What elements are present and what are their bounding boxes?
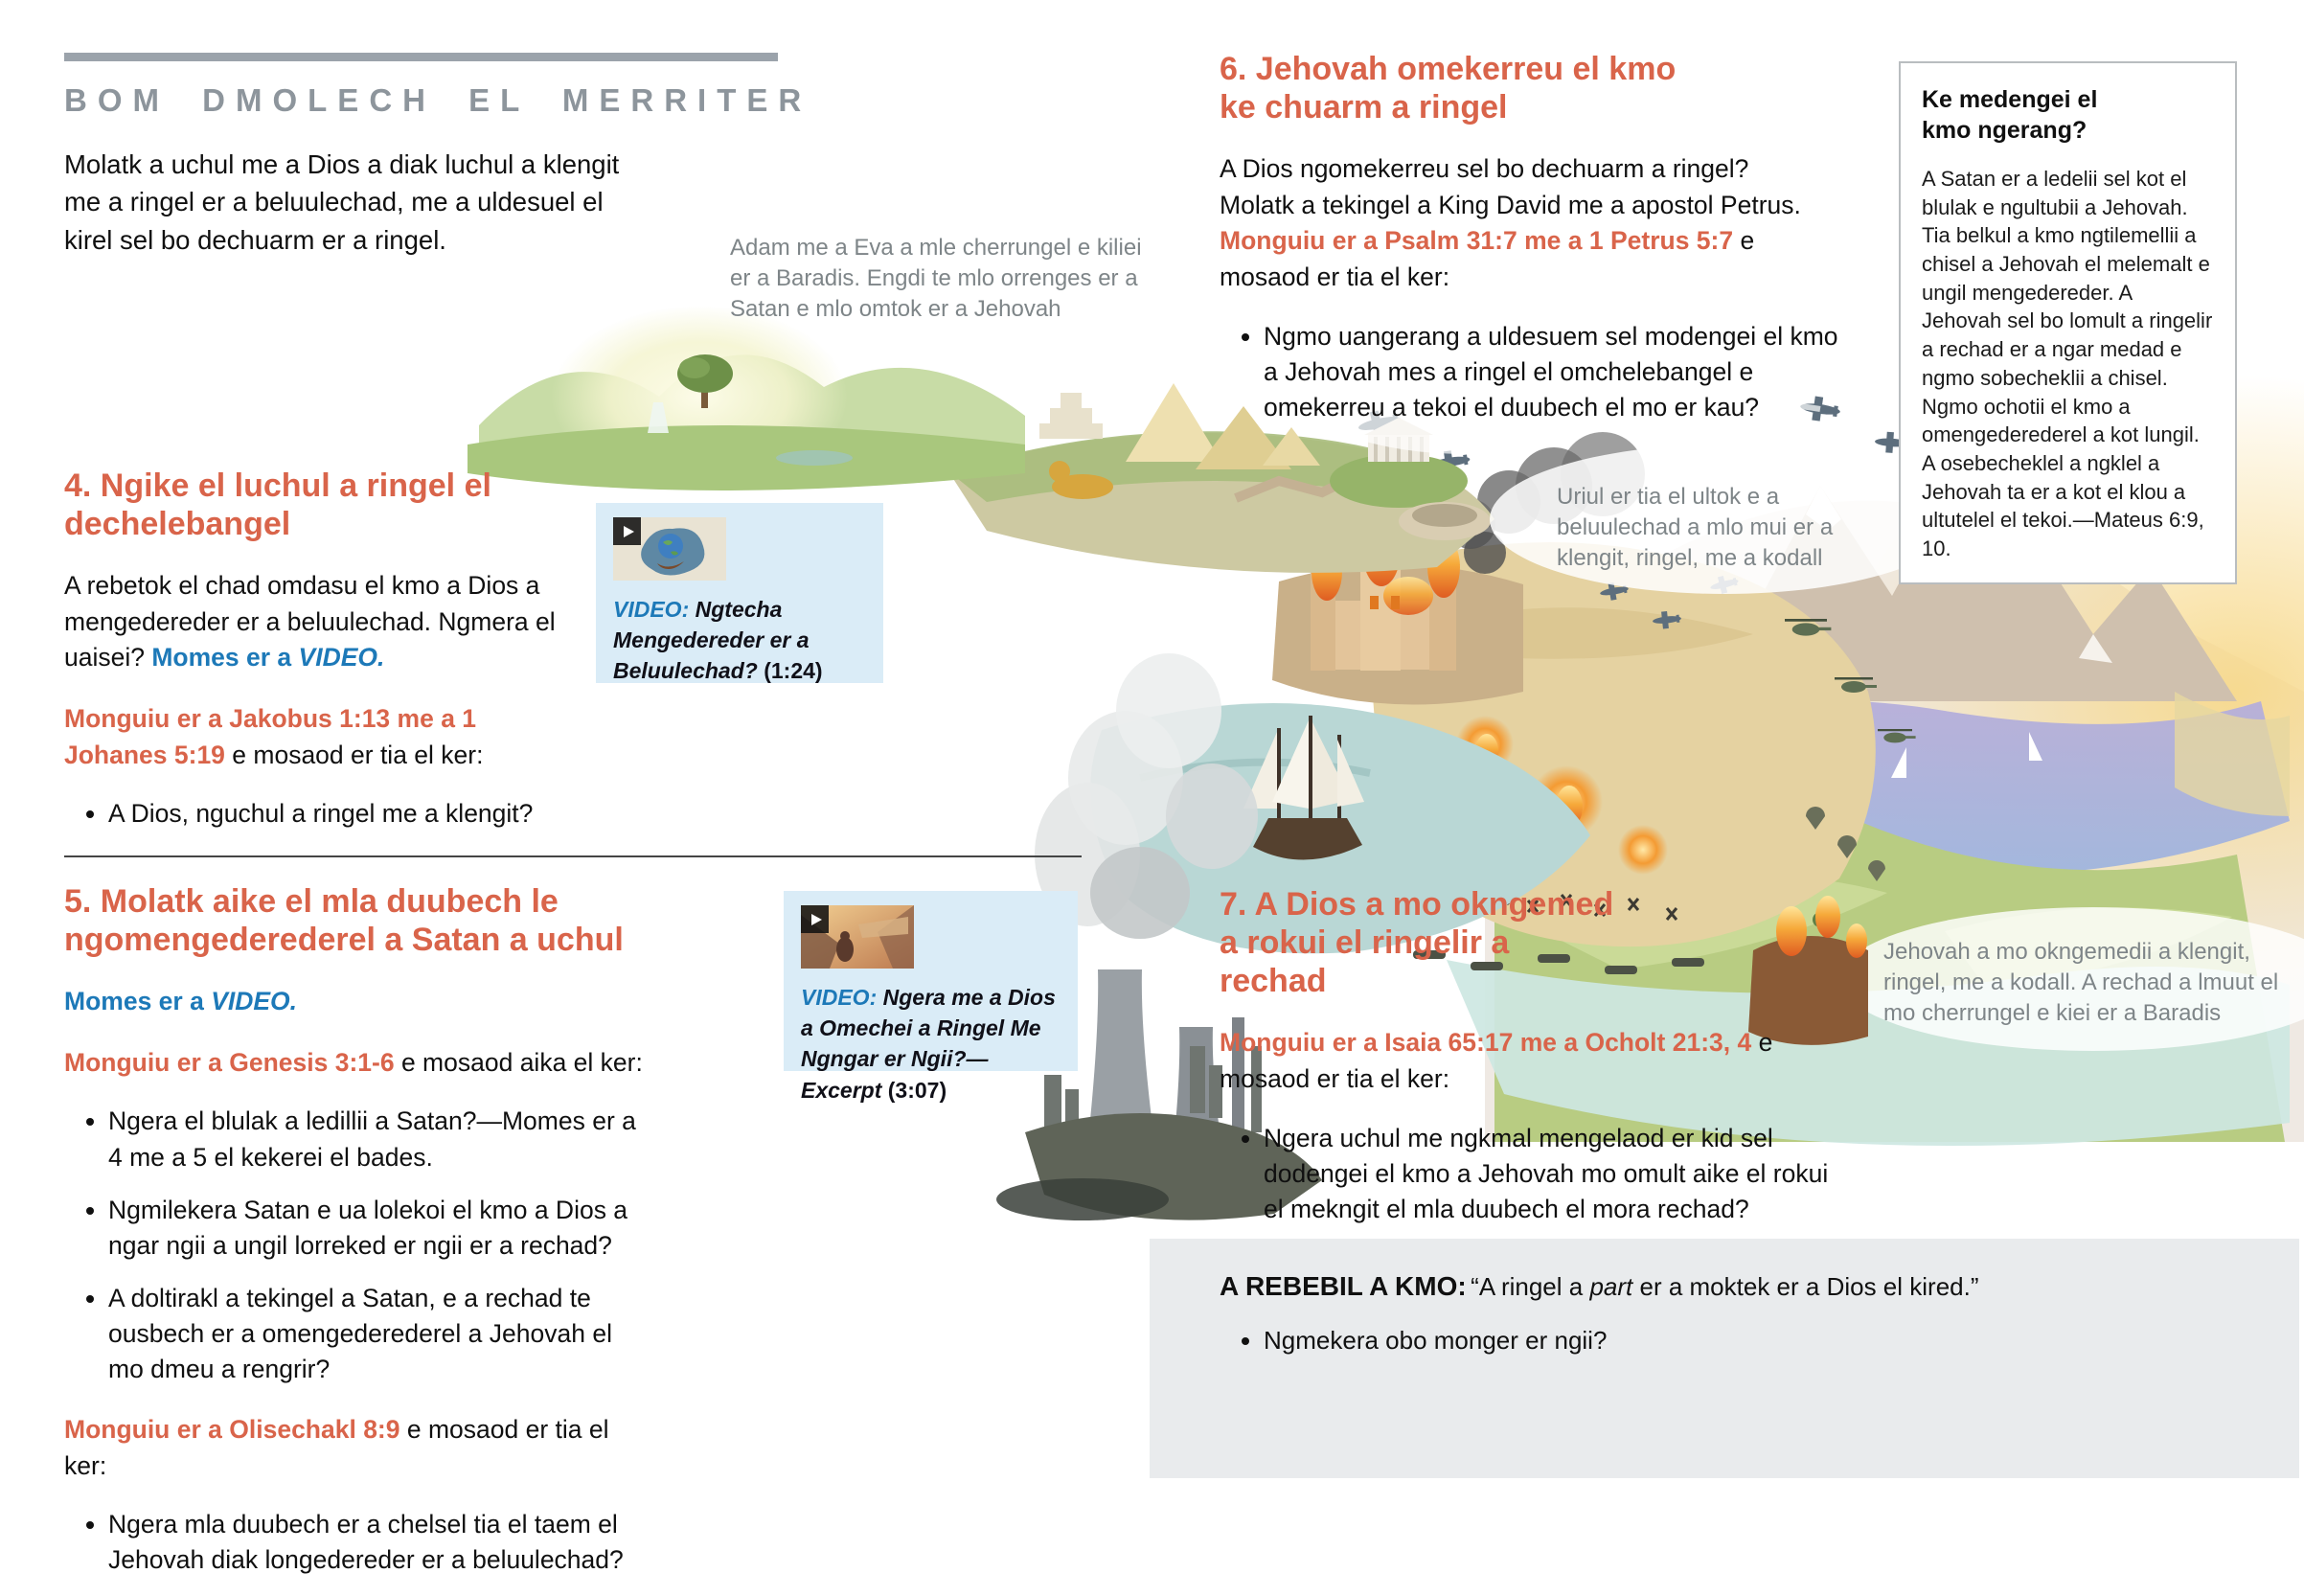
review-label: A REBEBIL A KMO: (1220, 1271, 1467, 1301)
review-box (1150, 1239, 2299, 1478)
caption-after-rebellion: Uriul er tia el ultok e a beluulechad a mlo mui er a klengit, ringel, me a kodall (1557, 484, 1834, 572)
section-5-scripture-line-1 (64, 1045, 649, 1082)
play-icon[interactable] (801, 905, 829, 933)
watch-video-link[interactable] (151, 643, 384, 672)
question-item: • Ngera mla duubech er a chelsel tia el taem el Jehovah diak longedereder er a beluulechad? (108, 1507, 649, 1578)
video-2-title: Ngera me a Dios a Omechei a Ringel Me Ngngar er Ngii?—Excerpt (801, 985, 1056, 1103)
ziggurat (1039, 393, 1103, 439)
eden-garden-scene (468, 306, 1025, 490)
review-questions (1220, 1323, 2242, 1357)
play-icon[interactable] (613, 517, 641, 545)
watch-video-link-text: Momes er a (64, 987, 212, 1016)
section-4-paragraph (64, 568, 564, 676)
section-5 (64, 882, 649, 1596)
question-item: • A doltirakl a tekingel a Satan, e a rechad te ousbech er a omengederederel a Jehovah el mo dmeu a rengrir? (108, 1281, 649, 1387)
section-5-questions-1 (64, 1104, 649, 1387)
video-box-1[interactable] (596, 503, 883, 683)
section-6-questions (1220, 319, 1838, 425)
watch-video-link-video-word: VIDEO. (211, 987, 298, 1016)
colosseum (1399, 502, 1491, 540)
watch-video-link[interactable] (64, 987, 297, 1015)
sidebar-title: Ke medengei el kmo ngerang? (1922, 86, 2098, 144)
section-6 (1220, 50, 1852, 443)
section-4-questions (64, 796, 564, 832)
section-4 (64, 467, 564, 849)
watch-video-link-video-word: VIDEO. (298, 643, 385, 673)
section-7-heading: 7. A Dios a mo okngemed a rokui el ringelir a rechad (1220, 886, 1614, 1000)
lesson-intro-text: Molatk a uchul me a Dios a diak luchul a klengit me a ringel er a beluulechad, me a uldesuel el kirel sel bo dechuarm er a ringel. (64, 149, 620, 255)
video-2-thumbnail[interactable] (801, 905, 914, 969)
review-quote-italic-word: part (1589, 1272, 1633, 1301)
question-item: • A Dios, nguchul a ringel me a klengit? (108, 796, 564, 832)
section-4-body-text: A rebetok el chad omdasu el kmo a Dios a mengedereder er a beluulechad. Ngmera el uaisei? (64, 571, 556, 673)
video-label: VIDEO: (613, 597, 690, 622)
page-header (64, 53, 812, 119)
question-item: • Ngera uchul me ngkmal mengelaod er kid sel dodengei el kmo a Jehovah mo omult aike el rokui el mekngit el mla duubech el mora rechad? (1264, 1121, 1833, 1227)
header-rule (64, 53, 778, 61)
caption-paradise-restored: Jehovah a mo okngemedii a klengit, ringel, me a kodall. A rechad a lmuut el mo cherrungel e kiei er a Baradis (1883, 939, 2279, 1027)
question-item: • Ngmilekera Satan e ua lolekoi el kmo a Dios a ngar ngii a ungil lorreked er ngii er a rechad? (108, 1193, 649, 1264)
section-divider (64, 855, 1082, 857)
scripture-line-rest: e mosaod er tia el ker: (64, 1415, 609, 1480)
question-item: • Ngmo uangerang a uldesuem sel modengei el kmo a Jehovah mes a ringel el omchelebangel e omekerreu a tekoi el duubech el mo er kau? (1264, 319, 1838, 425)
scripture-line-rest: e mosaod er tia el ker: (1220, 226, 1755, 292)
section-7 (1220, 885, 1833, 1244)
section-6-paragraph (1220, 151, 1814, 296)
section-5-questions-2 (64, 1507, 649, 1578)
section-5-scripture-line-2 (64, 1412, 649, 1484)
scripture-link-isaia[interactable]: Monguiu er a Isaia 65:17 me a Ocholt 21:3, 4 (1220, 1028, 1752, 1058)
know-why-sidebar (1899, 61, 2237, 584)
section-4-scripture-line (64, 701, 564, 773)
section-7-scripture-line (1220, 1025, 1775, 1097)
caption-adam-eve: Adam me a Eva a mle cherrungel e kiliei er a Baradis. Engdi te mlo orrenges er a Satan e mlo omtok er a Jehovah (730, 235, 1142, 323)
review-quote (1471, 1272, 1978, 1301)
question-item: • Ngmekera obo monger er ngii? (1264, 1323, 2242, 1357)
section-7-questions (1220, 1121, 1833, 1227)
scripture-link-psalm[interactable]: Monguiu er a Psalm 31:7 me a 1 Petrus 5:7 (1220, 226, 1734, 256)
review-quote-pre: “A ringel a (1471, 1272, 1590, 1301)
page-kicker-title: BOM DMOLECH EL MERRITER (64, 82, 812, 118)
video-1-duration: (1:24) (764, 658, 823, 684)
video-label: VIDEO: (801, 985, 878, 1010)
review-quote-post: er a moktek er a Dios el kired.” (1632, 1272, 1979, 1301)
question-item: • Ngera el blulak a ledillii a Satan?—Momes er a 4 me a 5 el kekerei el bades. (108, 1104, 649, 1174)
section-6-body-text: A Dios ngomekerreu sel bo dechuarm a ringel? Molatk a tekingel a King David me a apostol Petrus. (1220, 154, 1801, 219)
video-2-duration: (3:07) (887, 1077, 947, 1103)
section-4-heading: 4. Ngike el luchul a ringel el dechelebangel (64, 467, 491, 543)
video-1-title: Ngtecha Mengedereder er a Beluulechad? (613, 597, 810, 684)
sidebar-body-text: A Satan er a ledelii sel kot el blulak e ngultubii a Jehovah. Tia belkul a kmo ngtilemellii a chisel a Jehovah el melemalt e ungil mengedereder. A Jehovah sel bo lomult a ringelir a rechad er a ngar medad e ngmo sobecheklii a chisel. Ngmo ochotii el kmo a omengederederel a kot lungil. A osebecheklel a ngklel a Jehovah ta er a kot el klou a ultutelel el tekoi.—Mateus 6:9, 10. (1922, 167, 2213, 560)
pyramid (1126, 383, 1221, 462)
video-2-caption (801, 982, 1061, 1106)
video-1-caption (613, 594, 866, 687)
scripture-link-genesis[interactable]: Monguiu er a Genesis 3:1-6 (64, 1047, 395, 1077)
scripture-line-rest: e mosaod er tia el ker: (224, 740, 484, 769)
video-1-thumbnail[interactable] (613, 517, 726, 581)
scripture-link-olisechakl[interactable]: Monguiu er a Olisechakl 8:9 (64, 1415, 400, 1445)
section-5-heading: 5. Molatk aike el mla duubech le ngomengederederel a Satan a uchul (64, 883, 624, 959)
watch-video-link-text: Momes er a (151, 643, 299, 673)
scripture-link-jakobus[interactable]: Monguiu er a Jakobus 1:13 me a 1 Johanes 5:19 (64, 704, 477, 769)
scripture-line-rest: e mosaod er tia el ker: (1220, 1028, 1773, 1093)
section-6-heading: 6. Jehovah omekerreu el kmo ke chuarm a ringel (1220, 51, 1677, 126)
scripture-line-rest: e mosaod aika el ker: (394, 1047, 643, 1077)
video-box-2[interactable] (784, 891, 1078, 1103)
review-line (1220, 1271, 2242, 1302)
